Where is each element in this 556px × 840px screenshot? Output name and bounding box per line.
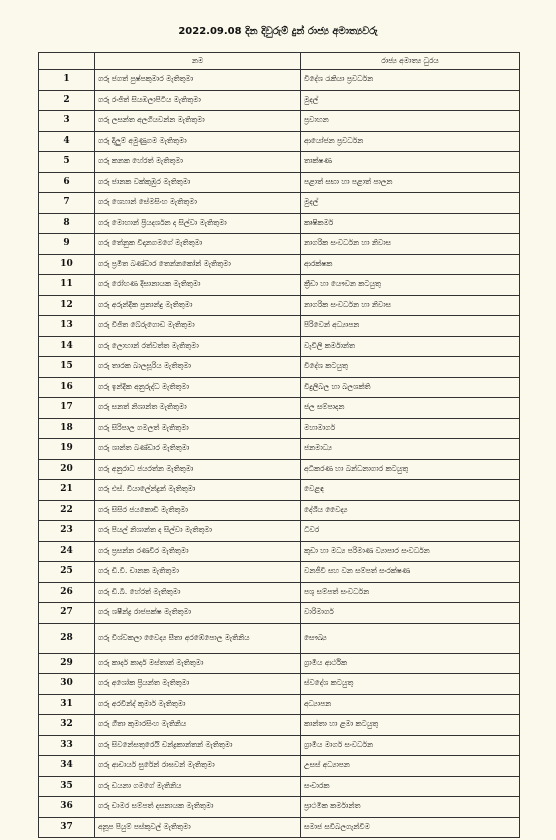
minister-name: ගරු ඉන්දික අනුරුද්ධ මැතිතුමා [95,377,301,398]
table-row [39,418,520,439]
minister-name: ගරු තාරක බාලසූරිය මැතිතුමා [95,357,301,378]
table-row [39,776,520,797]
minister-name: ගරු ඩී.බී. හේරත් මැතිතුමා [95,582,301,603]
row-number: 36 [39,797,95,818]
table-row [39,562,520,583]
minister-name: ගරු ශාන්ත බණ්ඩාර මැතිතුමා [95,439,301,460]
row-number: 17 [39,398,95,419]
ministry-name: මහාමාර්ග [301,418,520,439]
table-row [39,275,520,296]
ministry-name: ජල සම්පාදන [301,398,520,419]
row-number: 33 [39,735,95,756]
table-row [39,193,520,214]
minister-name: ගරු සිසිර ජයකොඩි මැතිතුමා [95,500,301,521]
minister-name: ගරු අරුන්දික ප්‍රනාන්දු මැතිතුමා [95,295,301,316]
ministry-name: ආයෝජන ප්‍රවර්ධන [301,131,520,152]
minister-name: ගරු සිවනේසතුරෙයි චන්ද්‍රකාන්තන් මැතිතුමා [95,735,301,756]
ministry-name: සෞඛ්‍ය [301,623,520,653]
table-row [39,316,520,337]
ministry-name: ක්‍රීඩා හා යෞවන කටයුතු [301,275,520,296]
row-number: 6 [39,172,95,193]
row-number: 30 [39,674,95,695]
minister-name: අනූප පියුම් පස්කුවල් මැතිතුමා [95,817,301,838]
table-row [39,152,520,173]
ministry-name: වාරිමාර්ග [301,603,520,624]
table-row [39,336,520,357]
table-row [39,459,520,480]
table-row [39,357,520,378]
minister-name: ගරු සිරිපාල ගමලත් මැතිතුමා [95,418,301,439]
minister-name: ගරු ඩයනා ගමගේ මැතිනිය [95,776,301,797]
row-number: 31 [39,694,95,715]
table-row [39,254,520,275]
row-number: 35 [39,776,95,797]
row-number: 27 [39,603,95,624]
ministry-name: පිරිවෙන් අධ්‍යාපන [301,316,520,337]
minister-name: ගරු චාමර සම්පත් දසනායක මැතිතුමා [95,797,301,818]
minister-name: ගරු අරවින්ද් කුමාර් මැතිතුමා [95,694,301,715]
minister-name: ගරු ශෙහාන් සේමසිංහ මැතිතුමා [95,193,301,214]
table-row [39,653,520,674]
table-row [39,521,520,542]
minister-name: ගරු එස්. වියාලේන්ද්‍රන් මැතිතුමා [95,480,301,501]
ministry-name: වනජීවී සහ වන සම්පත් සංරක්ෂණ [301,562,520,583]
table-row [39,295,520,316]
row-number: 29 [39,653,95,674]
ministry-name: ප්‍රවාහන [301,111,520,132]
row-number: 15 [39,357,95,378]
table-body [39,70,520,838]
minister-name: ගරු ශෂීන්ද්‍ර රාජපක්ෂ මැතිතුමා [95,603,301,624]
ministry-name: ජනමාධ්‍ය [301,439,520,460]
row-number: 3 [39,111,95,132]
table-row [39,111,520,132]
table-row [39,234,520,255]
table-row [39,480,520,501]
minister-name: ගරු රෝහණ දිසානායක මැතිතුමා [95,275,301,296]
ministry-name: මුදල් [301,90,520,111]
ministry-name: මුදල් [301,193,520,214]
ministry-name: විදේශ රැකියා ප්‍රවර්ධන [301,70,520,91]
table-row [39,398,520,419]
ministry-name: සංචාරක [301,776,520,797]
row-number: 22 [39,500,95,521]
ministry-name: කෘෂිකර්ම [301,213,520,234]
table-row [39,172,520,193]
row-number: 14 [39,336,95,357]
table-row [39,70,520,91]
table-row [39,213,520,234]
row-number: 9 [39,234,95,255]
row-number: 25 [39,562,95,583]
ministers-table [38,52,520,838]
ministry-name: නාගරික සංවර්ධන හා නිවාස [301,295,520,316]
ministry-name: පශු සම්පත් සංවර්ධන [301,582,520,603]
ministry-name: විදුලිබල හා බලශක්ති [301,377,520,398]
ministry-name: අධ්‍යාපන [301,694,520,715]
table-row [39,582,520,603]
row-number: 18 [39,418,95,439]
ministry-name: ස්වදේශ කටයුතු [301,674,520,695]
table-row [39,439,520,460]
document-title: 2022.09.08 දින දිවුරුම් දුන් රාජ්‍ය අමාත්‍යවරු [178,26,378,37]
ministry-name: ග්‍රාමීය ආර්ථික [301,653,520,674]
row-number: 28 [39,623,95,653]
minister-name: ගරු අශෝක ප්‍රියන්ත මැතිතුමා [95,674,301,695]
minister-name: ගරු මොහාන් ප්‍රියදර්ශන ද සිල්වා මැතිතුමා [95,213,301,234]
table-row [39,500,520,521]
table-header-row [39,53,520,70]
table-row [39,735,520,756]
minister-name: ගරු පියල් නිශාන්ත ද සිල්වා මැතිතුමා [95,521,301,542]
minister-name: ගරු ඩී.වී. චානක මැතිතුමා [95,562,301,583]
ministry-name: ග්‍රාමීය මාර්ග සංවර්ධන [301,735,520,756]
ministry-name: සමාජ සවිබලගැන්වීම [301,817,520,838]
ministry-name: කුඩා හා මධ්‍ය පරිමාණ ව්‍යාපාර සංවර්ධන [301,541,520,562]
ministry-name: වෙළඳ [301,480,520,501]
row-number: 12 [39,295,95,316]
ministry-name: දේශීය වෛද්‍ය [301,500,520,521]
ministry-name: විදේශ කටයුතු [301,357,520,378]
ministry-name: කාන්තා හා ළමා කටයුතු [301,715,520,736]
ministry-name: ධීවර [301,521,520,542]
ministry-name: පළාත් සභා හා පළාත් පාලන [301,172,520,193]
row-number: 5 [39,152,95,173]
minister-name: ගරු රංජිත් සියඹලාපිටිය මැතිතුමා [95,90,301,111]
minister-name: ගරු ආචාර්ය සුරේන් රාඝවන් මැතිතුමා [95,756,301,777]
minister-name: ගරු කාදර් කාදර් මස්තාන් මැතිතුමා [95,653,301,674]
minister-name: ගරු ජානක වක්කුඹුර මැතිතුමා [95,172,301,193]
table-row [39,674,520,695]
row-number: 13 [39,316,95,337]
table-row [39,623,520,653]
minister-name: ගරු ජගත් පුෂ්පකුමාර මැතිතුමා [95,70,301,91]
row-number: 4 [39,131,95,152]
row-number: 37 [39,817,95,838]
row-number: 1 [39,70,95,91]
row-number: 21 [39,480,95,501]
minister-name: ගරු ප්‍රමිත බණ්ඩාර තෙන්නකෝන් මැතිතුමා [95,254,301,275]
minister-name: ගරු ගීතා කුමාරසිංහ මැතිනිය [95,715,301,736]
header-number [39,53,95,70]
minister-name: ගරු ලොහාන් රත්වත්ත මැතිතුමා [95,336,301,357]
row-number: 32 [39,715,95,736]
row-number: 19 [39,439,95,460]
row-number: 20 [39,459,95,480]
table-row [39,694,520,715]
header-name: නම [95,53,301,70]
row-number: 24 [39,541,95,562]
table-row [39,541,520,562]
minister-name: ගරු කනක හේරත් මැතිතුමා [95,152,301,173]
row-number: 7 [39,193,95,214]
row-number: 26 [39,582,95,603]
row-number: 2 [39,90,95,111]
table-row [39,817,520,838]
table-row [39,715,520,736]
table-row [39,377,520,398]
minister-name: ගරු අනුරාධ ජයරත්න මැතිතුමා [95,459,301,480]
minister-name: ගරු විජිත බේරුගොඩ මැතිතුමා [95,316,301,337]
row-number: 11 [39,275,95,296]
table-row [39,797,520,818]
minister-name: ගරු ලසන්ත අලගියවන්න මැතිතුමා [95,111,301,132]
row-number: 23 [39,521,95,542]
minister-name: ගරු තේනුක විදානගමගේ මැතිතුමා [95,234,301,255]
minister-name: ගරු විශ්වකලා වෛද්‍ය සීතා අරඹේපොල මැතිනිය [95,623,301,653]
row-number: 16 [39,377,95,398]
table-row [39,603,520,624]
minister-name: ගරු සනත් නිශාන්ත මැතිතුමා [95,398,301,419]
ministry-name: අධිකරණ හා බන්ධනාගාර කටයුතු [301,459,520,480]
table-row [39,90,520,111]
row-number: 34 [39,756,95,777]
minister-name: ගරු දිලුම් අමුණුගම මැතිතුමා [95,131,301,152]
table-row [39,131,520,152]
minister-name: ගරු ප්‍රසන්න රණවීර මැතිතුමා [95,541,301,562]
ministry-name: උසස් අධ්‍යාපන [301,756,520,777]
ministry-name: තාක්ෂණ [301,152,520,173]
ministry-name: ආරක්ෂක [301,254,520,275]
row-number: 10 [39,254,95,275]
header-ministry: රාජ්‍ය අමාත්‍ය ධුරය [301,53,520,70]
ministry-name: ප්‍රාථමික කර්මාන්ත [301,797,520,818]
row-number: 8 [39,213,95,234]
ministry-name: නාගරික සංවර්ධන හා නිවාස [301,234,520,255]
table-row [39,756,520,777]
ministry-name: වැවිලි කර්මාන්ත [301,336,520,357]
